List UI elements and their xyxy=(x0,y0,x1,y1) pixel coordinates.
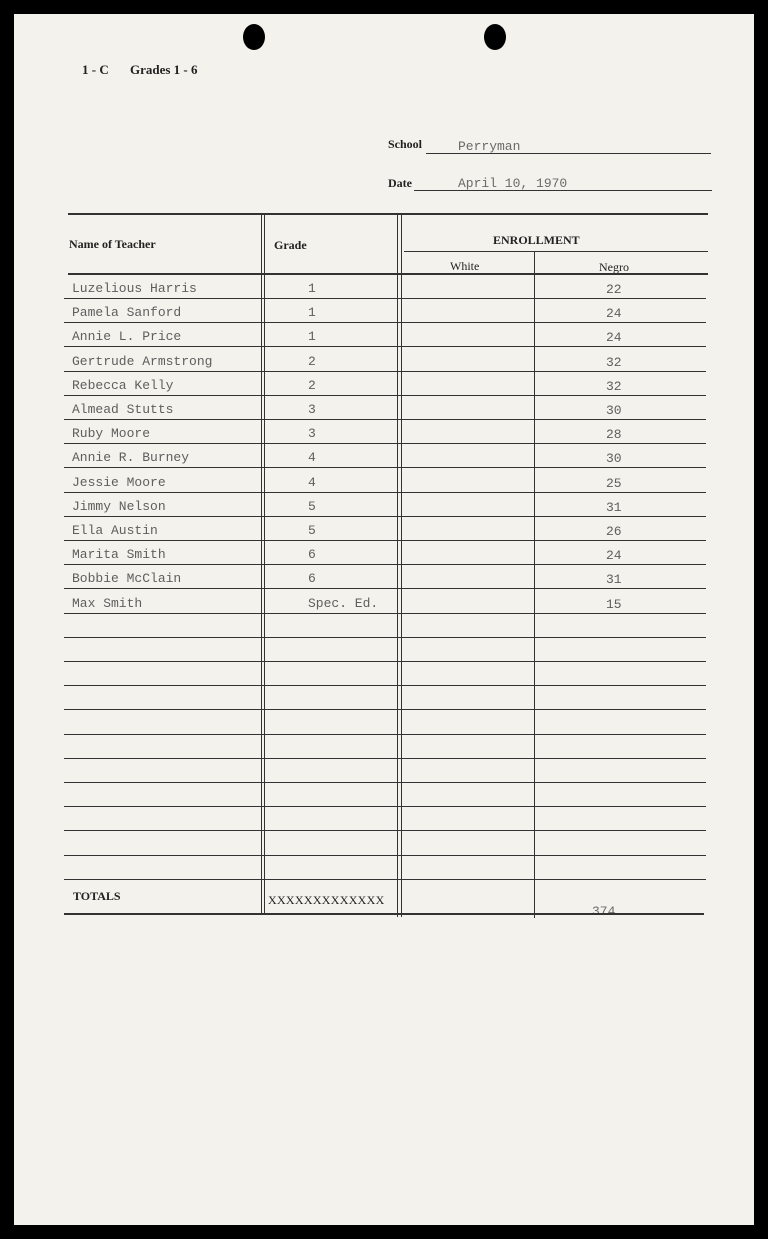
teacher-name: Max Smith xyxy=(72,595,143,611)
table-top-border xyxy=(68,213,708,215)
enrollment-header: ENROLLMENT xyxy=(493,233,580,247)
white-column-header: White xyxy=(450,259,480,273)
negro-cell: 32 xyxy=(606,378,622,394)
negro-cell: 30 xyxy=(606,403,622,418)
date-value: April 10, 1970 xyxy=(458,176,568,191)
row-rule xyxy=(64,758,706,759)
grade-cell: 3 xyxy=(308,402,316,417)
negro-cell: 24 xyxy=(606,306,622,322)
teacher-name: Ella Austin xyxy=(72,523,158,538)
teacher-name: Jimmy Nelson xyxy=(72,498,166,514)
row-rule xyxy=(64,637,706,638)
punch-hole-right xyxy=(484,24,506,50)
table-row xyxy=(64,349,706,373)
white-negro-divider xyxy=(534,252,535,918)
grade-cell: 4 xyxy=(308,450,316,466)
grade-column-divider-right xyxy=(264,215,265,915)
grade-cell: 6 xyxy=(308,547,316,563)
grade-cell: 3 xyxy=(308,426,316,442)
row-rule xyxy=(64,613,706,614)
teacher-name: Gertrude Armstrong xyxy=(72,353,213,369)
row-rule xyxy=(64,443,706,444)
table-row xyxy=(64,591,706,615)
negro-cell: 22 xyxy=(606,282,622,297)
table-row xyxy=(64,300,706,324)
teacher-column-header: Name of Teacher xyxy=(69,237,156,251)
negro-cell: 30 xyxy=(606,451,622,467)
table-row xyxy=(64,397,706,421)
table-row xyxy=(64,494,706,518)
negro-cell: 24 xyxy=(606,330,622,346)
punch-hole-left xyxy=(243,24,265,50)
row-rule xyxy=(64,371,706,372)
grade-cell: 2 xyxy=(308,377,316,393)
grade-cell: 4 xyxy=(308,474,316,490)
totals-bottom-border xyxy=(64,913,704,915)
row-rule xyxy=(64,516,706,517)
negro-cell: 31 xyxy=(606,499,622,515)
negro-cell: 15 xyxy=(606,596,622,612)
teacher-name: Almead Stutts xyxy=(72,402,174,417)
table-row xyxy=(64,542,706,566)
date-underline xyxy=(414,190,712,191)
row-rule xyxy=(64,395,706,396)
form-identifier xyxy=(82,62,216,78)
header-bottom-border xyxy=(68,273,708,275)
totals-negro: 374 xyxy=(592,904,616,919)
table-row xyxy=(64,276,706,300)
grade-cell: Spec. Ed. xyxy=(308,595,379,611)
negro-cell: 24 xyxy=(606,548,622,564)
table-row xyxy=(64,324,706,348)
grade-cell: 1 xyxy=(308,329,316,345)
table-row xyxy=(64,518,706,542)
table-row xyxy=(64,445,706,469)
row-rule xyxy=(64,734,706,735)
row-rule xyxy=(64,467,706,468)
table-row xyxy=(64,470,706,494)
negro-cell: 31 xyxy=(606,572,622,588)
teacher-name: Jessie Moore xyxy=(72,474,166,490)
teacher-name: Luzelious Harris xyxy=(72,281,197,296)
table-row xyxy=(64,373,706,397)
grade-cell: 1 xyxy=(308,305,316,321)
row-rule xyxy=(64,492,706,493)
grade-column-divider-left xyxy=(261,215,262,915)
teacher-name: Bobbie McClain xyxy=(72,571,182,587)
enrollment-divider-left xyxy=(397,215,398,917)
grade-cell: 5 xyxy=(308,523,316,538)
row-rule xyxy=(64,322,706,323)
row-rule xyxy=(64,879,706,880)
row-rule xyxy=(64,346,706,347)
row-rule xyxy=(64,540,706,541)
enrollment-divider xyxy=(404,251,708,252)
negro-cell: 26 xyxy=(606,524,622,539)
teacher-name: Annie R. Burney xyxy=(72,450,190,466)
table-row xyxy=(64,566,706,590)
row-rule xyxy=(64,830,706,831)
row-rule xyxy=(64,685,706,686)
enrollment-divider-right xyxy=(401,215,402,917)
school-underline xyxy=(426,153,711,154)
grade-cell: 5 xyxy=(308,498,316,514)
negro-cell: 28 xyxy=(606,427,622,443)
row-rule xyxy=(64,661,706,662)
row-rule xyxy=(64,782,706,783)
form-page xyxy=(14,14,754,1225)
totals-label: TOTALS xyxy=(73,889,121,903)
grade-cell: 6 xyxy=(308,571,316,587)
teacher-name: Marita Smith xyxy=(72,547,166,563)
form-code: 1 - C xyxy=(82,62,109,77)
teacher-name: Ruby Moore xyxy=(72,426,151,442)
table-row xyxy=(64,421,706,445)
row-rule xyxy=(64,419,706,420)
date-label: Date xyxy=(388,176,412,190)
teacher-name: Annie L. Price xyxy=(72,329,182,345)
school-value: Perryman xyxy=(458,139,521,154)
row-rule xyxy=(64,298,706,299)
row-rule xyxy=(64,588,706,589)
grade-cell: 1 xyxy=(308,281,316,296)
row-rule xyxy=(64,564,706,565)
grade-column-header: Grade xyxy=(274,238,307,252)
negro-column-header: Negro xyxy=(599,260,629,274)
form-grades: Grades 1 - 6 xyxy=(129,62,198,77)
school-label: School xyxy=(388,137,423,151)
teacher-name: Rebecca Kelly xyxy=(72,377,174,393)
teacher-name: Pamela Sanford xyxy=(72,305,182,321)
grade-cell: 2 xyxy=(308,353,316,369)
row-rule xyxy=(64,806,706,807)
totals-grade-placeholder: XXXXXXXXXXXXX xyxy=(268,893,385,907)
negro-cell: 32 xyxy=(606,354,622,370)
negro-cell: 25 xyxy=(606,475,622,491)
row-rule xyxy=(64,855,706,856)
row-rule xyxy=(64,709,706,710)
